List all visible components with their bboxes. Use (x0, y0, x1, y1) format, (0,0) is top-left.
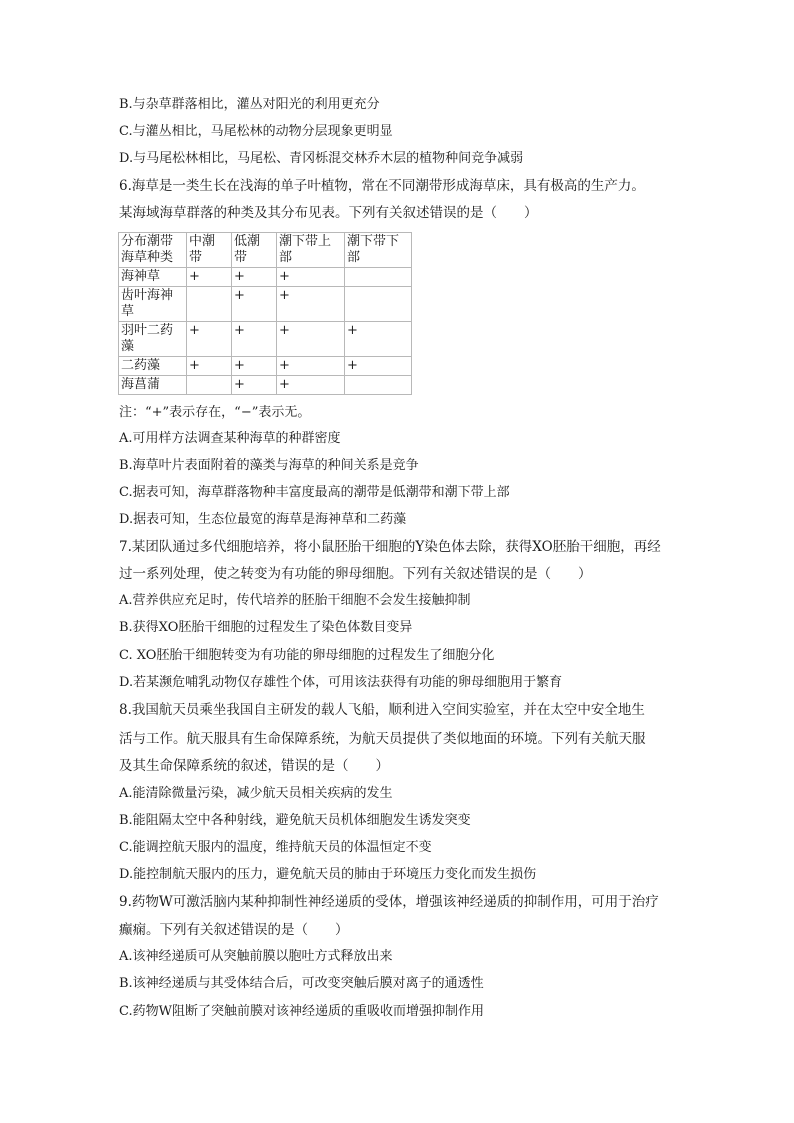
q7-option-a: A.营养供应充足时，传代培养的胚胎干细胞不会发生接触抑制 (119, 593, 471, 608)
q9-stem-line1: 9.药物W可激活脑内某种抑制性神经递质的受体，增强该神经递质的抑制作用，可用于治疗 (119, 894, 659, 910)
mark-cell: + (232, 357, 277, 376)
q9-option-c: C.药物W阻断了突触前膜对该神经递质的重吸收而增强抑制作用 (119, 1004, 484, 1019)
q6-option-c: C.据表可知，海草群落物种丰富度最高的潮带是低潮带和潮下带上部 (119, 485, 510, 500)
q6-stem-line2: 某海域海草群落的种类及其分布见表。下列有关叙述错误的是（ ） (119, 205, 538, 221)
q8-stem-line2: 活与工作。航天服具有生命保障系统，为航天员提供了类似地面的环境。下列有关航天服 (119, 731, 646, 747)
q8-option-c: C.能调控航天服内的温度，维持航天员的体温恒定不变 (119, 840, 432, 855)
species-cell: 齿叶海神 草 (119, 287, 187, 322)
species-cell: 二药藻 (119, 357, 187, 376)
header-species-col-2: 海草种类 (121, 250, 174, 265)
species-cell: 羽叶二药 藻 (119, 322, 187, 357)
q6-option-a: A.可用样方法调查某种海草的种群密度 (119, 431, 341, 446)
q7-option-c: C. XO胚胎干细胞转变为有功能的卵母细胞的过程发生了细胞分化 (119, 648, 495, 663)
table-header-row (119, 233, 412, 268)
mark-cell (345, 268, 412, 287)
table-row (119, 322, 412, 357)
mark-cell (345, 376, 412, 395)
mark-cell (187, 376, 232, 395)
table-row (119, 287, 412, 322)
mark-cell (187, 287, 232, 322)
table-row (119, 268, 412, 287)
mark-cell: + (277, 376, 345, 395)
q8-option-d: D.能控制航天服内的压力，避免航天员的肺由于环境压力变化而发生损伤 (119, 867, 537, 882)
q6-option-b: B.海草叶片表面附着的藻类与海草的种间关系是竞争 (119, 458, 419, 473)
table-row (119, 376, 412, 395)
q7-option-d: D.若某濒危哺乳动物仅存雄性个体，可用该法获得有功能的卵母细胞用于繁育 (119, 675, 563, 690)
q8-stem-line3: 及其生命保障系统的叙述，错误的是（ ） (119, 758, 389, 774)
header-species-col: 分布潮带 (121, 234, 174, 249)
mark-cell: + (345, 357, 412, 376)
table-note: 注：“+”表示存在，“−”表示无。 (119, 405, 311, 420)
q7-stem-line2: 过一系列处理，使之转变为有功能的卵母细胞。下列有关叙述错误的是（ ） (119, 566, 592, 582)
q9-stem-line2: 癫痫。下列有关叙述错误的是（ ） (119, 922, 349, 938)
q6-stem-line1: 6.海草是一类生长在浅海的单子叶植物，常在不同潮带形成海草床，具有极高的生产力。 (119, 178, 645, 194)
mark-cell: + (187, 357, 232, 376)
mark-cell: + (277, 287, 345, 322)
species-cell: 海菖蒲 (119, 376, 187, 395)
mark-cell: + (277, 357, 345, 376)
q7-stem-line1: 7.某团队通过多代细胞培养，将小鼠胚胎干细胞的Y染色体去除，获得XO胚胎干细胞，再经 (119, 539, 661, 555)
q8-stem-line1: 8.我国航天员乘坐我国自主研发的载人飞船，顺利进入空间实验室，并在太空中安全地生 (119, 702, 645, 718)
mark-cell (345, 287, 412, 322)
q8-option-b: B.能阻隔太空中各种射线，避免航天员机体细胞发生诱发突变 (119, 813, 471, 828)
q6-option-d: D.据表可知，生态位最宽的海草是海神草和二药藻 (119, 512, 407, 527)
q7-option-b: B.获得XO胚胎干细胞的过程发生了染色体数目变异 (119, 620, 413, 635)
mark-cell: + (187, 268, 232, 287)
mark-cell: + (345, 322, 412, 357)
mark-cell: + (277, 322, 345, 357)
q5-option-b: B.与杂草群落相比，灌丛对阳光的利用更充分 (119, 97, 380, 112)
mark-cell: + (232, 268, 277, 287)
header-cell: 低潮 带 (232, 233, 277, 268)
header-cell: 中潮 带 (187, 233, 232, 268)
q5-option-c: C.与灌丛相比，马尾松林的动物分层现象更明显 (119, 124, 393, 139)
table-row (119, 357, 412, 376)
q8-option-a: A.能清除微量污染，减少航天员相关疾病的发生 (119, 786, 393, 801)
mark-cell: + (232, 322, 277, 357)
mark-cell: + (232, 376, 277, 395)
mark-cell: + (232, 287, 277, 322)
header-cell: 潮下带下 部 (345, 233, 412, 268)
q9-option-a: A.该神经递质可从突触前膜以胞吐方式释放出来 (119, 949, 393, 964)
header-cell: 潮下带上 部 (277, 233, 345, 268)
header-cell (119, 233, 187, 268)
species-cell: 海神草 (119, 268, 187, 287)
mark-cell: + (187, 322, 232, 357)
q9-option-b: B.该神经递质与其受体结合后，可改变突触后膜对离子的通透性 (119, 976, 484, 991)
seagrass-distribution-table (118, 232, 412, 395)
q5-option-d: D.与马尾松林相比，马尾松、青冈栎混交林乔木层的植物种间竞争减弱 (119, 151, 524, 166)
mark-cell: + (277, 268, 345, 287)
